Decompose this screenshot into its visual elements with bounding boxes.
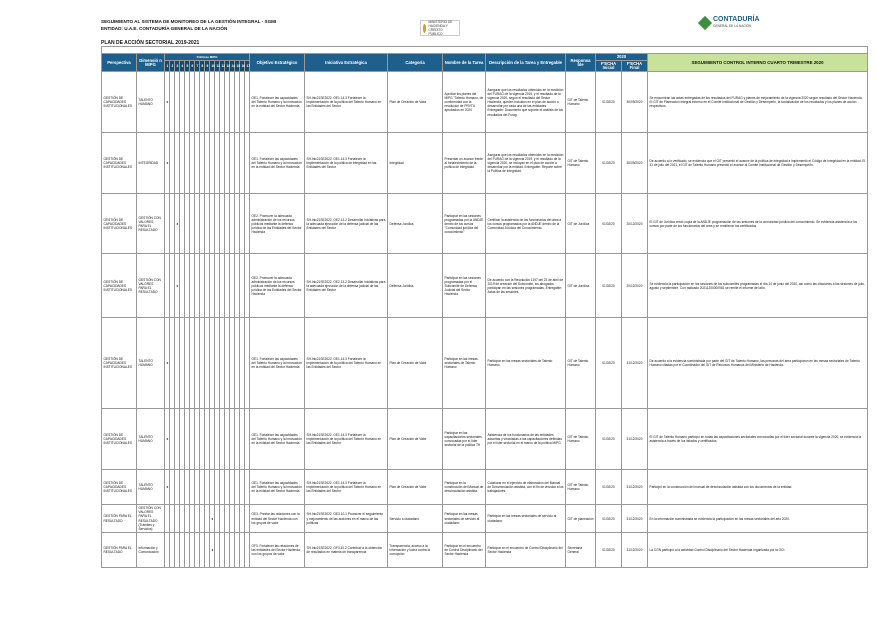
col-responsable: Responsa ble — [566, 54, 596, 72]
dimension-cell: INTEGRIDAD — [137, 133, 165, 194]
col-fecha-inicial: F'ECHA Inicial — [596, 61, 622, 72]
objetivo-cell: OE1. Fortalecer las capacidades del Talento Humano y la innovación en la entidad del Sector Hacienda — [250, 72, 305, 133]
seguimiento-cell: El GIT de Jurídica envió copia de la ANDJE programación de las sesiones de la comunidad jurídica del conocimiento. Se evidencia asistencia a los cursos por parte de los funcionarios del área y se remitieron los certificados. — [648, 194, 868, 254]
descripcion-cell: Participar en las mesas sectoriales de servicio al ciudadano — [486, 505, 566, 533]
fecha-final-cell: 31/12/2020 — [622, 532, 648, 567]
fecha-final-cell: 20/12/2020 — [622, 194, 648, 254]
iniciativa-cell: SH.Inic21SE2022. OE1.14.3 Fortalecer la implementación de la política del Talento Humano en las Entidades del Sector — [305, 470, 388, 505]
iniciativa-cell: SH.Inic21SE2022. OE2.13.2 Desarrollar iniciativas para la adecuada ejecución de la defensa judicial de las Entidades del Sector — [305, 254, 388, 318]
policy-number: 14 — [230, 61, 235, 72]
policy-number: 4 — [180, 61, 185, 72]
seguimiento-cell: La CGN participó a la actividad Control Disciplinario del Sector Hacienda organizada por la OCI. — [648, 532, 868, 567]
policy-number: 17 — [245, 61, 250, 72]
plan-title: PLAN DE ACCIÓN SECTORIAL 2019-2021 — [101, 40, 200, 46]
iniciativa-cell: SH.Inic21SE2022. OE1.14.3 Fortalecer la implementación de la política del Talento Humano en las Entidades del Sector — [305, 409, 388, 470]
top-bar — [102, 47, 868, 54]
objetivo-cell: OE1. Fortalecer las capacidades del Talento Humano y la innovación en la entidad del Sector Hacienda — [250, 470, 305, 505]
policy-mark-cell: x — [210, 532, 215, 567]
col-politicas: Políticas MIPG — [165, 54, 250, 61]
fecha-final-cell: 31/12/2020 — [622, 409, 648, 470]
fecha-inicial-cell: 01/02/20 — [596, 532, 622, 567]
responsable-cell: GIT de Talento Humano — [566, 133, 596, 194]
policy-number: 3 — [175, 61, 180, 72]
policy-mark-cell: x — [165, 318, 170, 409]
categoria-cell: Integridad — [388, 133, 443, 194]
categoria-cell: Defensa Jurídica — [388, 194, 443, 254]
table-row — [102, 532, 868, 567]
tarea-cell: Participar en las sesiones programadas por la ANDJE dentro de los cursos "Comunidad jurídica del conocimiento" — [443, 194, 486, 254]
table-row — [102, 318, 868, 409]
fecha-inicial-cell: 01/02/20 — [596, 72, 622, 133]
seguimiento-cell: De acuerdo a la evidencia suministrada por parte del GIT de Talento Humano, las personas del área participaron en las mesas sectoriales de Talento Humano citadas por el Coordinador del GIT de Recursos Humanos del Ministerio de Hacienda. — [648, 318, 868, 409]
dimension-cell: Información y Comunicación — [137, 532, 165, 567]
seguimiento-cell: El GIT de Talento Humano participó en todas las capacitaciones sectoriales convocadas por el líder sectorial durante la vigencia 2020, se evidencia la asistencia a través de los listados y certificados. — [648, 409, 868, 470]
descripcion-cell: Asegurar que los resultados obtenidos en la medición del FURAG de la vigencia 2019, y el resultado de la vigencia 2020, se incluyan en el plan de acción a desarrollar por la entidad. Entregable: Reporte sobre la Política de Integridad. — [486, 133, 566, 194]
perspectiva-cell: GESTIÓN DE CAPACIDADES INSTITUCIONALES — [102, 194, 137, 254]
fecha-inicial-cell: 01/02/20 — [596, 133, 622, 194]
policy-mark-cell: x — [165, 72, 170, 133]
policy-number: 13 — [225, 61, 230, 72]
header-line-2: ENTIDAD: U.A.E. CONTADURÍA GENERAL DE LA NACIÓN — [101, 26, 228, 31]
fecha-inicial-cell: 01/02/20 — [596, 254, 622, 318]
tarea-cell: Participar en las mesas sectoriales de Talento Humano — [443, 318, 486, 409]
report-header — [101, 18, 276, 32]
fecha-final-cell: 31/12/2020 — [622, 505, 648, 533]
perspectiva-cell: GESTIÓN PARA EL RESULTADO — [102, 505, 137, 533]
fecha-inicial-cell: 01/02/20 — [596, 470, 622, 505]
col-dimension: Dimensió n MIPG — [137, 54, 165, 72]
col-categoria: Categoría — [388, 54, 443, 72]
contaduria-mark-icon — [698, 16, 712, 30]
dimension-cell: GESTIÓN CON VALORES PARA EL RESULTADO — [137, 254, 165, 318]
fecha-final-cell: 31/12/2020 — [622, 318, 648, 409]
dimension-cell: GESTIÓN CON VALORES PARA EL RESULTADO (Trámites y Servicios) — [137, 505, 165, 533]
iniciativa-cell: SH.Inic21SE2022. OE3.10.1 Promover el seguimiento y mejoramiento de las acciones en el marco de las políticas — [305, 505, 388, 533]
col-perspectiva: Perspectiva — [102, 54, 137, 72]
contaduria-logo-subtext: GENERAL DE LA NACIÓN — [713, 24, 752, 28]
categoria-cell: Plan de Creación de Valor — [388, 409, 443, 470]
policy-mark-cell: x — [210, 505, 215, 533]
categoria-cell: Plan de Creación de Valor — [388, 318, 443, 409]
tarea-cell: Participar en las mesas sectoriales de servicio al ciudadano — [443, 505, 486, 533]
dimension-cell: TALENTO HUMANO — [137, 409, 165, 470]
table-row — [102, 194, 868, 254]
action-plan-table — [101, 46, 868, 568]
descripcion-cell: Participar en el encuentro de Control Disciplinario del Sector Hacienda — [486, 532, 566, 567]
seguimiento-cell: De acuerdo a lo verificado, se evidencia que el GIT presentó el avance de la política de integridad e implementó el Código de Integridad en la entidad. El 31 de julio del 2021, el GIT de Talento Humano presentó el avance al Comité Institucional de Gestión y Desempeño. — [648, 133, 868, 194]
table-row — [102, 133, 868, 194]
seal-icon — [423, 24, 426, 33]
policy-number: 16 — [240, 61, 245, 72]
dimension-cell: GESTIÓN CON VALORES PARA EL RESULTADO — [137, 194, 165, 254]
dimension-cell: TALENTO HUMANO — [137, 318, 165, 409]
header-row — [102, 54, 868, 61]
government-logo-text: MINISTERIO DE HACIENDA Y CRÉDITO PÚBLICO — [428, 20, 453, 36]
responsable-cell: GIT de Talento Humano — [566, 318, 596, 409]
perspectiva-cell: GESTIÓN DE CAPACIDADES INSTITUCIONALES — [102, 133, 137, 194]
responsable-cell: GIT de Jurídica — [566, 194, 596, 254]
government-logo — [420, 20, 460, 36]
descripcion-cell: Asegurar que los resultados obtenidos en la medición del FURAG de la vigencia 2019, y el resultado de la vigencia 2020, según el resultado del Sector Hacienda, queden incluidos en el plan de acción a desarrollar por cada una de las entidades. Entregable: Documento que soporte el análisis de los resultados del Furag. — [486, 72, 566, 133]
col-objetivo: Objetivo Estratégico — [250, 54, 305, 72]
fecha-inicial-cell: 01/02/20 — [596, 194, 622, 254]
contaduria-logo — [700, 16, 760, 30]
dimension-cell: TALENTO HUMANO — [137, 470, 165, 505]
descripcion-cell: De acuerdo con la Resolución 1197 del 23 de abril de 2019 de creación del Subcomité, los abogados participan en las sesiones programadas. Entregable: Actas de las sesiones. — [486, 254, 566, 318]
table-body — [102, 72, 868, 568]
policy-mark-cell: x — [165, 133, 170, 194]
categoria-cell: Plan de Creación de Valor — [388, 72, 443, 133]
descripcion-cell: Colaborar en el ejercicio de elaboración del Manual de Desvinculación asistida, con el fin de vincular a los trabajadores. — [486, 470, 566, 505]
policy-mark-cell: x — [165, 470, 170, 505]
responsable-cell: GIT de planeación — [566, 505, 596, 533]
iniciativa-cell: SH.Inic21SE2022. OF3.10.2 Contribuir a la obtención de resultados en materia de transparencia — [305, 532, 388, 567]
policy-number: 10 — [210, 61, 215, 72]
policy-mark-cell: x — [175, 194, 180, 254]
policy-number: 15 — [235, 61, 240, 72]
policy-number: 6 — [190, 61, 195, 72]
policy-number: 12 — [220, 61, 225, 72]
responsable-cell: Secretaría General — [566, 532, 596, 567]
policy-number: 8 — [200, 61, 205, 72]
policy-mark-cell: x — [175, 254, 180, 318]
table-row — [102, 72, 868, 133]
contaduria-logo-text: CONTADURÍA — [713, 16, 760, 23]
fecha-final-cell: 20/12/2020 — [622, 254, 648, 318]
table-row — [102, 254, 868, 318]
responsable-cell: GIT de Talento Humano — [566, 470, 596, 505]
tarea-cell: Presentar un avance frente al fortalecimiento de la política de integridad — [443, 133, 486, 194]
policy-number: 11 — [215, 61, 220, 72]
header-line-1: SEGUIMIENTO AL SISTEMA DE MONITOREO DE LA GESTIÓN INTEGRAL - SGMI — [101, 19, 277, 24]
perspectiva-cell: GESTIÓN DE CAPACIDADES INSTITUCIONALES — [102, 72, 137, 133]
col-year: 2020 — [596, 54, 648, 61]
policy-number: 2 — [170, 61, 175, 72]
objetivo-cell: OE2. Promover la adecuada administración de los recursos públicos mediante la defensa jurídica de las Entidades del Sector Hacienda — [250, 194, 305, 254]
policy-number: 7 — [195, 61, 200, 72]
tarea-cell: Participar en el encuentro de Control Disciplinario del Sector Hacienda — [443, 532, 486, 567]
policy-number: 9 — [205, 61, 210, 72]
fecha-inicial-cell: 01/02/20 — [596, 409, 622, 470]
col-seguimiento: SEGUIMIENTO CONTROL INTERNO CUARTO TRIMESTRE 2020 — [648, 54, 868, 72]
tarea-cell: Participar en las capacitaciones sectoriales convocadas por el líder sectorial de la política TH — [443, 409, 486, 470]
descripcion-cell: Participar en las mesas sectoriales de Talento Humano — [486, 318, 566, 409]
col-tarea: Nombre de la Tarea — [443, 54, 486, 72]
perspectiva-cell: GESTIÓN DE CAPACIDADES INSTITUCIONALES — [102, 318, 137, 409]
responsable-cell: GIT de Talento Humano — [566, 409, 596, 470]
fecha-final-cell: 31/12/2020 — [622, 470, 648, 505]
iniciativa-cell: SH.Inic21SE2022. OE2.13.2 Desarrollar iniciativas para la adecuada ejecución de la defensa judicial de las Entidades del Sector — [305, 194, 388, 254]
perspectiva-cell: GESTIÓN PARA EL RESULTADO — [102, 532, 137, 567]
iniciativa-cell: SH.Inic21SE2022. OE1.14.3 Fortalecer la implementación de la política del Talento Humano en las Entidades del Sector — [305, 318, 388, 409]
objetivo-cell: OF3. Fortalecer las relaciones de las entidades del Sector Hacienda con los grupos de valor — [250, 532, 305, 567]
col-descripcion: Descripción de la Tarea y Entregable — [486, 54, 566, 72]
policy-number: 5 — [185, 61, 190, 72]
objetivo-cell: OE3. Prestar las relaciones con la entidad del Sector Hacienda con los grupos de valor — [250, 505, 305, 533]
seguimiento-cell: Se encuentran las actas entregadas de los resultados del FURAG y planes de mejoramiento de la vigencia 2020 según resultado del Sector Hacienda. El GIT de Planeación Integral informó en el Comité Institucional de Gestión y Desempeño, la socialización de los resultados y los planes de acción respectivos. — [648, 72, 868, 133]
seguimiento-cell: Participó en la construcción del manual de desvinculación asistida con los documentos de la entidad. — [648, 470, 868, 505]
iniciativa-cell: SH.Inic21SE2022. OE1.14.3 Fortalecer la implementación de la política de integridad en las Entidades del Sector — [305, 133, 388, 194]
objetivo-cell: OE1. Fortalecer las capacidades del Talento Humano y la innovación en la entidad del Sector Hacienda — [250, 133, 305, 194]
seguimiento-cell: Se evidencia la participación en las sesiones de los subcomités programadas el día 14 de junio del 2020, así como las citaciones a las sesiones de julio, agosto y septiembre. Con radicado 20211200000981 se remite el informe del año. — [648, 254, 868, 318]
fecha-final-cell: 30/09/2020 — [622, 133, 648, 194]
col-fecha-final: F'ECHA Final — [622, 61, 648, 72]
policy-mark-cell: x — [165, 409, 170, 470]
tarea-cell: Aprobar los planes del MIPG "Talento Humano, de conformidad con la resolución de PRVTU aprobados en 2020 — [443, 72, 486, 133]
fecha-inicial-cell: 01/02/20 — [596, 318, 622, 409]
tarea-cell: Participar en las sesiones programadas por el Subcomité de Defensa Judicial del Sector Hacienda — [443, 254, 486, 318]
table-row — [102, 409, 868, 470]
responsable-cell: GIT de Jurídica — [566, 254, 596, 318]
responsable-cell: GIT de Talento Humano — [566, 72, 596, 133]
table-row — [102, 470, 868, 505]
dimension-cell: TALENTO HUMANO — [137, 72, 165, 133]
fecha-final-cell: 30/09/2020 — [622, 72, 648, 133]
seguimiento-cell: En la información suministrada se evidencia la participación en las mesas sectoriales del año 2020. — [648, 505, 868, 533]
descripcion-cell: Asistencia de los funcionarios de las entidades adscritas y vinculadas a las capacitaciones definidas por el líder sectorial en el marco de la política MIPG. — [486, 409, 566, 470]
fecha-inicial-cell: 01/02/20 — [596, 505, 622, 533]
table-row — [102, 505, 868, 533]
categoria-cell: Plan de Creación de Valor — [388, 470, 443, 505]
iniciativa-cell: SH.Inic21SE2022. OE1.14.3 Fortalecer la implementación de la política del Talento Humano en las Entidades del Sector — [305, 72, 388, 133]
perspectiva-cell: GESTIÓN DE CAPACIDADES INSTITUCIONALES — [102, 254, 137, 318]
categoria-cell: Transparencia, acceso a la información y lucha contra la corrupción — [388, 532, 443, 567]
col-iniciativa: Iniciativa Estratégica — [305, 54, 388, 72]
objetivo-cell: OE2. Promover la adecuada administración de los recursos públicos mediante la defensa jurídica de las Entidades del Sector Hacienda — [250, 254, 305, 318]
perspectiva-cell: GESTIÓN DE CAPACIDADES INSTITUCIONALES — [102, 409, 137, 470]
categoria-cell: Defensa Jurídica — [388, 254, 443, 318]
policy-number: 1 — [165, 61, 170, 72]
descripcion-cell: Certificar la asistencia de los funcionarios del área a los cursos programados por la ANDJE dentro de la Comunidad Jurídica del Conocimiento. — [486, 194, 566, 254]
categoria-cell: Servicio a ciudadano — [388, 505, 443, 533]
tarea-cell: Participar en la construcción del Manual de desvinculación asistida — [443, 470, 486, 505]
objetivo-cell: OE1. Fortalecer las capacidades del Talento Humano y la innovación en la entidad del Sector Hacienda — [250, 409, 305, 470]
objetivo-cell: OE1. Fortalecer las capacidades del Talento Humano y la innovación en la entidad del Sector Hacienda — [250, 318, 305, 409]
perspectiva-cell: GESTIÓN DE CAPACIDADES INSTITUCIONALES — [102, 470, 137, 505]
